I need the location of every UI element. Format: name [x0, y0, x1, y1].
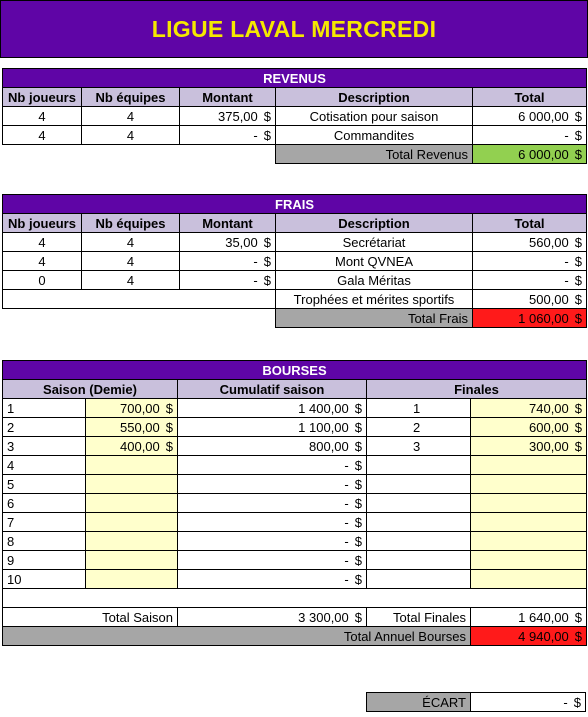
cell-total[interactable]: 560,00 $	[473, 233, 587, 252]
cell-finale[interactable]	[471, 475, 587, 494]
cell-saison[interactable]: 400,00 $	[86, 437, 178, 456]
cell-montant[interactable]: - $	[180, 252, 276, 271]
cell-finale-num: 2	[367, 418, 471, 437]
cell-num: 8	[3, 532, 86, 551]
cell-cumulatif: 800,00 $	[178, 437, 367, 456]
cell-finale[interactable]	[471, 570, 587, 589]
cell-finale-num	[367, 513, 471, 532]
table-row	[3, 456, 587, 475]
frais-header: FRAIS	[3, 195, 587, 214]
revenus-header: REVENUS	[3, 69, 587, 88]
cell-total[interactable]: - $	[473, 271, 587, 290]
table-row	[3, 437, 587, 456]
table-row	[3, 551, 587, 570]
cell-cumulatif: - $	[178, 570, 367, 589]
cell-finale[interactable]	[471, 551, 587, 570]
revenus-table	[2, 68, 587, 164]
cell-description[interactable]: Cotisation pour saison	[276, 107, 473, 126]
cell-saison[interactable]	[86, 494, 178, 513]
col-saison: Saison (Demie)	[3, 380, 178, 399]
cell-total[interactable]: - $	[473, 126, 587, 145]
cell-joueurs[interactable]: 4	[3, 233, 82, 252]
col-total: Total	[473, 88, 587, 107]
cell-joueurs[interactable]: 4	[3, 107, 82, 126]
cell-num: 2	[3, 418, 86, 437]
cell-finale-num	[367, 570, 471, 589]
cell-equipes[interactable]: 4	[82, 107, 180, 126]
total-finales-value: 1 640,00 $	[471, 608, 587, 627]
table-row	[3, 570, 587, 589]
cell-finale[interactable]	[471, 456, 587, 475]
cell-finale[interactable]: 300,00 $	[471, 437, 587, 456]
cell-joueurs[interactable]: 4	[3, 252, 82, 271]
total-frais-label: Total Frais	[276, 309, 473, 328]
table-row	[3, 233, 587, 252]
cell-saison[interactable]	[86, 513, 178, 532]
table-row	[3, 494, 587, 513]
cell-num: 4	[3, 456, 86, 475]
cell-saison[interactable]	[86, 532, 178, 551]
table-row	[3, 399, 587, 418]
cell-total[interactable]: - $	[473, 252, 587, 271]
cell-saison[interactable]	[86, 475, 178, 494]
cell-finale-num	[367, 456, 471, 475]
cell-montant[interactable]: - $	[180, 126, 276, 145]
cell-montant[interactable]: 375,00 $	[180, 107, 276, 126]
col-montant: Montant	[180, 88, 276, 107]
cell-joueurs[interactable]: 4	[3, 126, 82, 145]
col-equipes: Nb équipes	[82, 88, 180, 107]
cell-cumulatif: - $	[178, 532, 367, 551]
spacer-row	[3, 589, 587, 608]
table-row	[3, 107, 587, 126]
cell-joueurs[interactable]: 0	[3, 271, 82, 290]
table-row	[3, 126, 587, 145]
col-cumulatif: Cumulatif saison	[178, 380, 367, 399]
total-revenus-label: Total Revenus	[276, 145, 473, 164]
table-row	[3, 475, 587, 494]
cell-finale[interactable]	[471, 532, 587, 551]
total-finales-label: Total Finales	[367, 608, 471, 627]
col-total: Total	[473, 214, 587, 233]
total-saison-value: 3 300,00 $	[178, 608, 367, 627]
cell-saison[interactable]: 550,00 $	[86, 418, 178, 437]
title-bar	[0, 0, 588, 58]
cell-saison[interactable]	[86, 456, 178, 475]
cell-empty	[3, 290, 276, 309]
cell-cumulatif: - $	[178, 513, 367, 532]
cell-total[interactable]: 500,00 $	[473, 290, 587, 309]
table-row	[3, 252, 587, 271]
cell-finale-num	[367, 532, 471, 551]
col-montant: Montant	[180, 214, 276, 233]
cell-description[interactable]: Secrétariat	[276, 233, 473, 252]
col-equipes: Nb équipes	[82, 214, 180, 233]
cell-num: 3	[3, 437, 86, 456]
table-row	[3, 271, 587, 290]
cell-saison[interactable]	[86, 570, 178, 589]
table-row	[3, 290, 587, 309]
cell-finale-num: 3	[367, 437, 471, 456]
cell-cumulatif: - $	[178, 494, 367, 513]
cell-equipes[interactable]: 4	[82, 126, 180, 145]
cell-montant[interactable]: - $	[180, 271, 276, 290]
cell-num: 7	[3, 513, 86, 532]
cell-finale[interactable]	[471, 513, 587, 532]
table-row	[3, 513, 587, 532]
table-row	[3, 418, 587, 437]
col-description: Description	[276, 88, 473, 107]
cell-num: 6	[3, 494, 86, 513]
col-joueurs: Nb joueurs	[3, 88, 82, 107]
cell-equipes[interactable]: 4	[82, 233, 180, 252]
cell-cumulatif: - $	[178, 475, 367, 494]
ecart-table	[366, 692, 586, 712]
cell-montant[interactable]: 35,00 $	[180, 233, 276, 252]
col-joueurs: Nb joueurs	[3, 214, 82, 233]
cell-num: 5	[3, 475, 86, 494]
bourses-header: BOURSES	[3, 361, 587, 380]
cell-num: 10	[3, 570, 86, 589]
cell-description[interactable]: Trophées et mérites sportifs	[276, 290, 473, 309]
cell-finale[interactable]: 740,00 $	[471, 399, 587, 418]
cell-finale[interactable]	[471, 494, 587, 513]
cell-equipes[interactable]: 4	[82, 252, 180, 271]
cell-cumulatif: - $	[178, 456, 367, 475]
cell-finale-num	[367, 551, 471, 570]
cell-num: 9	[3, 551, 86, 570]
cell-description[interactable]: Mont QVNEA	[276, 252, 473, 271]
ecart-value: - $	[471, 693, 586, 712]
cell-description[interactable]: Commandites	[276, 126, 473, 145]
ecart-label: ÉCART	[367, 693, 471, 712]
total-saison-label: Total Saison	[3, 608, 178, 627]
cell-finale-num	[367, 494, 471, 513]
total-annuel-label: Total Annuel Bourses	[3, 627, 471, 646]
total-annuel-value: 4 940,00 $	[471, 627, 587, 646]
table-row	[3, 532, 587, 551]
cell-finale-num	[367, 475, 471, 494]
cell-equipes[interactable]: 4	[82, 271, 180, 290]
cell-finale-num: 1	[367, 399, 471, 418]
col-finales: Finales	[367, 380, 587, 399]
cell-saison[interactable]: 700,00 $	[86, 399, 178, 418]
bourses-table	[2, 360, 587, 646]
cell-description[interactable]: Gala Méritas	[276, 271, 473, 290]
cell-total[interactable]: 6 000,00 $	[473, 107, 587, 126]
total-revenus-value: 6 000,00 $	[473, 145, 587, 164]
cell-finale[interactable]: 600,00 $	[471, 418, 587, 437]
cell-cumulatif: - $	[178, 551, 367, 570]
page-title: LIGUE LAVAL MERCREDI	[151, 15, 437, 42]
cell-saison[interactable]	[86, 551, 178, 570]
col-description: Description	[276, 214, 473, 233]
cell-num: 1	[3, 399, 86, 418]
total-frais-value: 1 060,00 $	[473, 309, 587, 328]
frais-table	[2, 194, 587, 328]
cell-cumulatif: 1 100,00 $	[178, 418, 367, 437]
cell-cumulatif: 1 400,00 $	[178, 399, 367, 418]
